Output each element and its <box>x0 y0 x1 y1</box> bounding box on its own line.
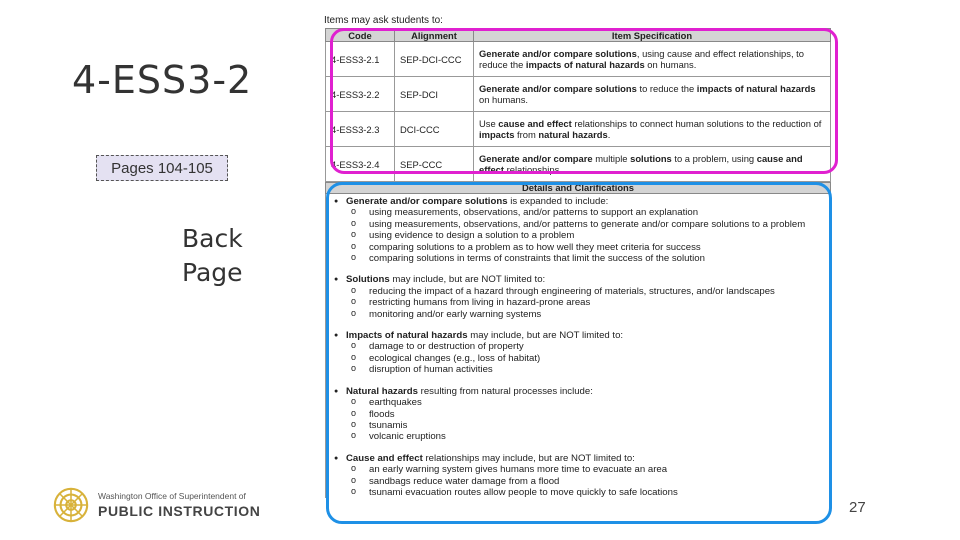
detail-run: resulting from natural processes include: <box>417 385 593 397</box>
detail-sub-item: o using measurements, observations, and/or patterns to support an explanation <box>330 207 826 218</box>
detail-run: relationships may include, but are NOT limited to: <box>422 452 635 464</box>
spec-run: solutions <box>630 153 672 164</box>
detail-run: Cause and effect <box>346 452 423 464</box>
item-code: 4-ESS3-2.3 <box>326 112 395 147</box>
detail-sub-item: o sandbags reduce water damage from a flood <box>330 476 826 487</box>
spec-run: cause and effect <box>479 153 803 175</box>
slide-title: 4-ESS3-2 <box>72 58 253 102</box>
spec-run: on humans. <box>644 59 697 70</box>
logo-organization-line: Washington Office of Superintendent of <box>98 491 246 501</box>
detail-sub-item: o damage to or destruction of property <box>330 341 826 352</box>
back-page-line2: Page <box>182 258 243 287</box>
detail-sub-item: o disruption of human activities <box>330 364 826 375</box>
detail-sub-item: o earthquakes <box>330 397 826 408</box>
spec-run: impacts of natural hazards <box>696 83 816 94</box>
detail-sub-item: o an early warning system gives humans more time to evacuate an area <box>330 464 826 475</box>
item-alignment: SEP-DCI <box>395 77 474 112</box>
item-alignment: SEP-DCI-CCC <box>395 42 474 77</box>
spec-run: on humans. <box>479 94 528 105</box>
highlight-box-table <box>330 28 838 174</box>
item-code: 4-ESS3-2.2 <box>326 77 395 112</box>
highlight-box-details <box>326 182 832 524</box>
detail-run: Generate and/or compare solutions <box>346 196 508 207</box>
spec-run: multiple <box>592 153 631 164</box>
logo-name-line: PUBLIC INSTRUCTION <box>98 503 261 519</box>
ospi-logo <box>52 486 260 524</box>
detail-sub-item: o volcanic eruptions <box>330 431 826 442</box>
detail-sub-item: o restricting humans from living in hazard-prone areas <box>330 297 826 308</box>
spec-run: Use <box>479 118 499 129</box>
pages-label: Pages 104-105 <box>96 155 228 181</box>
detail-run: may include, but are NOT limited to: <box>389 274 546 286</box>
detail-sub-item: o tsunami evacuation routes allow people to move quickly to safe locations <box>330 487 826 498</box>
item-code: 4-ESS3-2.4 <box>326 147 395 182</box>
detail-run: Natural hazards <box>346 385 418 397</box>
spec-run: . <box>607 129 611 140</box>
detail-sub-item: o monitoring and/or early warning systems <box>330 309 826 320</box>
sun-rays-icon <box>52 486 90 524</box>
detail-run: may include, but are NOT limited to: <box>467 330 624 342</box>
detail-sub-item: o reducing the impact of a hazard through engineering of materials, structures, and/or landscapes <box>330 286 826 297</box>
item-code: 4-ESS3-2.1 <box>326 42 395 77</box>
spec-run: cause and effect <box>498 118 572 129</box>
spec-run: Generate and/or compare <box>479 153 593 164</box>
spec-run: from <box>514 129 539 140</box>
spec-run: impacts of natural hazards <box>525 59 645 70</box>
column-header-code: Code <box>326 29 395 42</box>
detail-sub-item: o using evidence to design a solution to a problem <box>330 230 826 241</box>
spec-run: relationships to connect human solutions to the reduction of <box>571 118 822 129</box>
spec-run: relationships. <box>504 164 562 175</box>
spec-run: natural hazards <box>538 129 608 140</box>
spec-run: Generate and/or compare solutions <box>479 48 637 59</box>
spec-run: Generate and/or compare solutions <box>479 83 637 94</box>
spec-run: to reduce the <box>636 83 697 94</box>
spec-run: to a problem, using <box>671 153 757 164</box>
spec-run: impacts <box>479 129 515 140</box>
column-header-specification: Item Specification <box>474 29 831 42</box>
back-page-line1: Back <box>182 224 243 253</box>
detail-sub-item: o comparing solutions in terms of constraints that limit the success of the solution <box>330 253 826 264</box>
item-alignment: SEP-CCC <box>395 147 474 182</box>
detail-sub-item: o comparing solutions to a problem as to how well they meet criteria for success <box>330 242 826 253</box>
detail-run: Solutions <box>346 274 390 286</box>
detail-sub-item: o floods <box>330 409 826 420</box>
back-page-label <box>182 222 243 290</box>
items-heading: Items may ask students to: <box>324 15 443 26</box>
detail-sub-item: o ecological changes (e.g., loss of habitat) <box>330 353 826 364</box>
detail-sub-item: o tsunamis <box>330 420 826 431</box>
spec-run: , using cause and effect relationships, to reduce the <box>479 48 804 70</box>
item-alignment: DCI-CCC <box>395 112 474 147</box>
column-header-alignment: Alignment <box>395 29 474 42</box>
slide-number: 27 <box>849 499 866 516</box>
detail-sub-item: o using measurements, observations, and/or patterns to generate and/or compare solutions to a problem <box>330 219 826 230</box>
details-header: Details and Clarifications <box>325 182 831 194</box>
detail-run: is expanded to include: <box>507 196 609 207</box>
detail-run: Impacts of natural hazards <box>346 330 468 342</box>
